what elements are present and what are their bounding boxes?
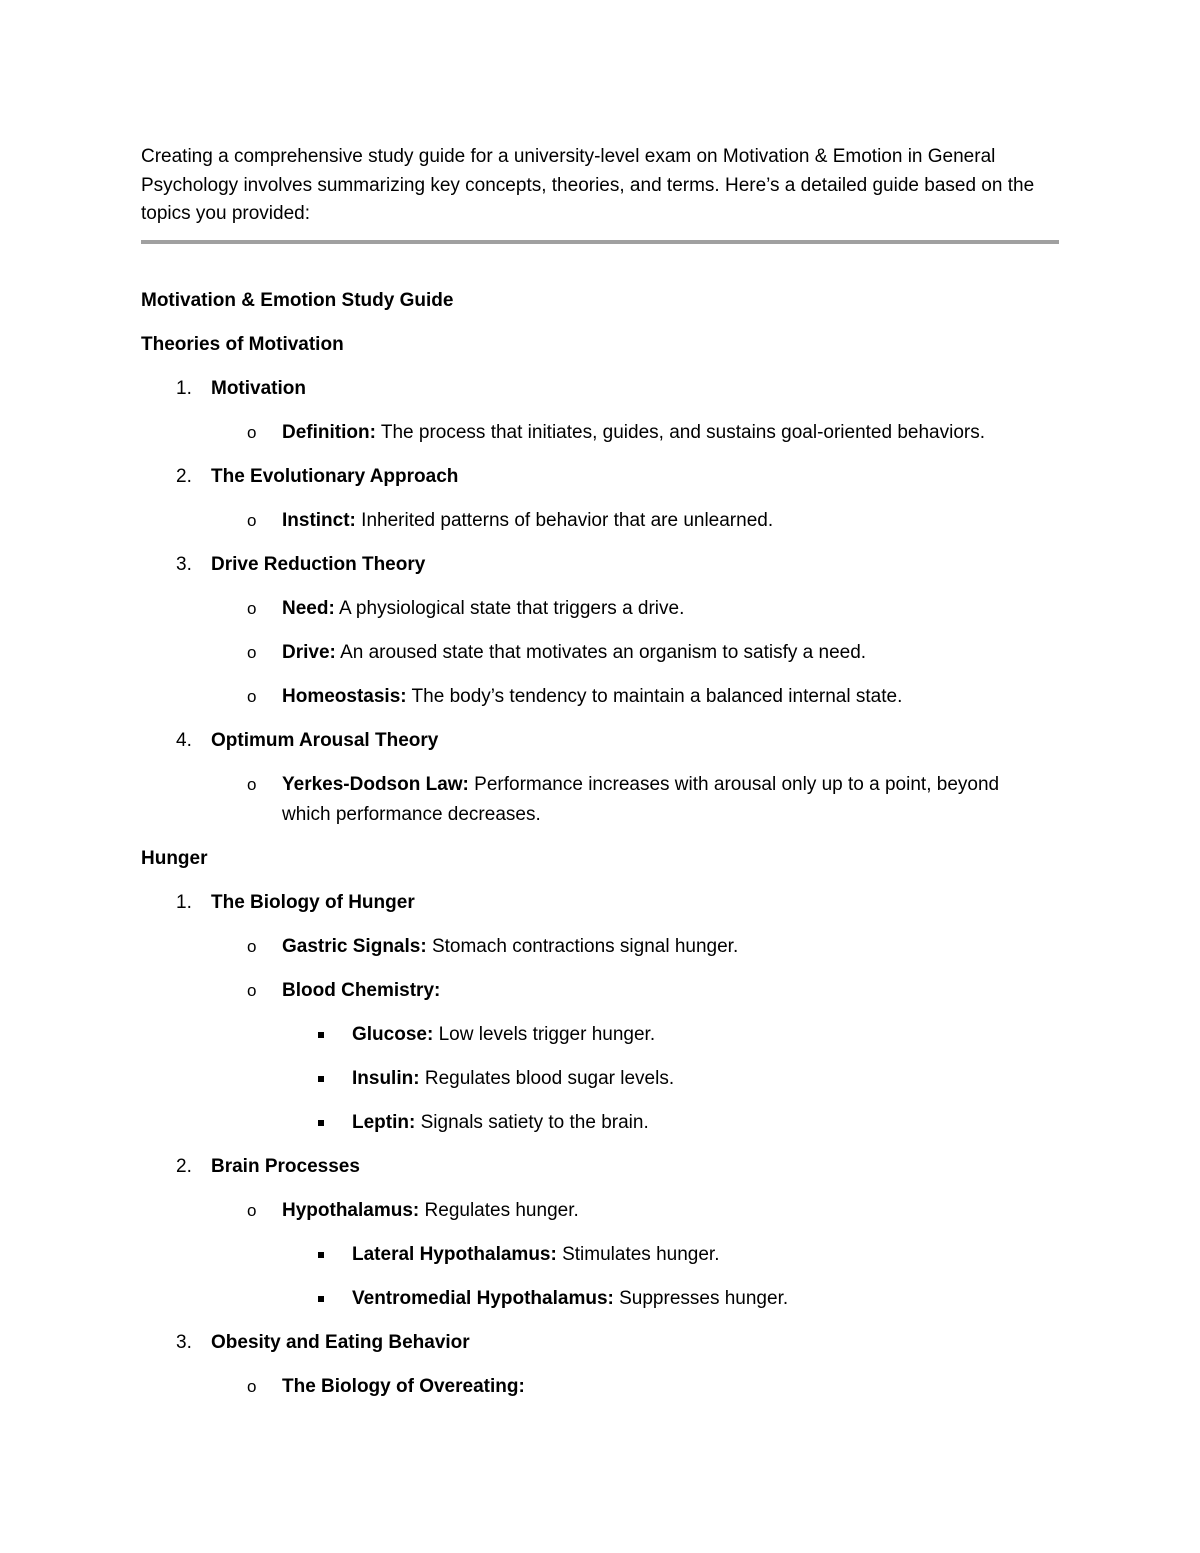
term: Instinct:	[282, 510, 356, 531]
list-item-title: Drive Reduction Theory	[211, 554, 426, 575]
list-number: 3.	[176, 554, 192, 575]
list-number: 3.	[176, 1332, 192, 1353]
list-item-title: Obesity and Eating Behavior	[211, 1332, 470, 1353]
definition: The process that initiates, guides, and sustains goal-oriented behaviors.	[375, 422, 986, 443]
list-item-title: Motivation	[211, 378, 306, 399]
circle-bullet-icon: o	[247, 981, 257, 1000]
circle-bullet-icon: o	[247, 1377, 257, 1396]
definition: Regulates blood sugar levels.	[419, 1068, 675, 1089]
circle-bullet-icon: o	[247, 423, 257, 442]
definition: Suppresses hunger.	[613, 1288, 789, 1309]
list-item	[141, 374, 1081, 418]
definition: Regulates hunger.	[419, 1200, 579, 1221]
intro-paragraph: Creating a comprehensive study guide for a university-level exam on Motivation & Emotion in General Psychology involves summarizing key concepts, theories, and terms. Here’s a detailed guide based on the topics you provided:	[141, 146, 1035, 224]
list-number: 2.	[176, 1156, 192, 1177]
term: Yerkes-Dodson Law:	[282, 774, 469, 795]
definition: Inherited patterns of behavior that are unlearned.	[355, 510, 774, 531]
definition: A physiological state that triggers a drive.	[334, 598, 685, 619]
sub-sub-list-item	[141, 1108, 1081, 1152]
section-heading-hunger: Hunger	[141, 848, 208, 869]
sub-list-item	[141, 594, 1081, 638]
sub-sub-list-item	[141, 1240, 1081, 1284]
definition: Low levels trigger hunger.	[433, 1024, 656, 1045]
term: Leptin:	[352, 1112, 416, 1133]
term: Gastric Signals:	[282, 936, 427, 957]
circle-bullet-icon: o	[247, 937, 257, 956]
definition: Signals satiety to the brain.	[415, 1112, 649, 1133]
list-number: 4.	[176, 730, 192, 751]
list-item-title: The Biology of Hunger	[211, 892, 415, 913]
list-item	[141, 1152, 1081, 1196]
definition: An aroused state that motivates an organism to satisfy a need.	[335, 642, 867, 663]
sub-list-item	[141, 1372, 1081, 1416]
square-bullet-icon	[318, 1296, 324, 1302]
list-item-title: The Evolutionary Approach	[211, 466, 459, 487]
term: Lateral Hypothalamus:	[352, 1244, 557, 1265]
list-number: 1.	[176, 378, 192, 399]
sub-list-item	[141, 506, 1081, 550]
square-bullet-icon	[318, 1032, 324, 1038]
term: Hypothalamus:	[282, 1200, 420, 1221]
definition: Stomach contractions signal hunger.	[426, 936, 739, 957]
term: Need:	[282, 598, 335, 619]
term: Blood Chemistry:	[282, 980, 441, 1001]
definition: Stimulates hunger.	[556, 1244, 720, 1265]
circle-bullet-icon: o	[247, 643, 257, 662]
term: Ventromedial Hypothalamus:	[352, 1288, 614, 1309]
square-bullet-icon	[318, 1120, 324, 1126]
definition: The body’s tendency to maintain a balanced internal state.	[406, 686, 903, 707]
circle-bullet-icon: o	[247, 1201, 257, 1220]
definition: Performance increases with arousal only up to a point, beyond which performance decreases.	[282, 774, 1000, 825]
study-guide-content	[141, 286, 1081, 1416]
list-item-title: Optimum Arousal Theory	[211, 730, 439, 751]
sub-sub-list-item	[141, 1284, 1081, 1328]
square-bullet-icon	[318, 1252, 324, 1258]
sub-list-item	[141, 1196, 1081, 1240]
sub-list-item	[141, 418, 1081, 462]
horizontal-rule	[141, 240, 1059, 244]
list-number: 1.	[176, 892, 192, 913]
sub-list-item	[141, 770, 1012, 844]
circle-bullet-icon: o	[247, 775, 257, 794]
list-item	[141, 462, 1081, 506]
sub-list-item	[141, 638, 1081, 682]
term: The Biology of Overeating:	[282, 1376, 525, 1397]
sub-list-item	[141, 932, 1081, 976]
sub-sub-list-item	[141, 1064, 1081, 1108]
sub-list-item	[141, 682, 1081, 726]
sub-list-item	[141, 976, 1081, 1020]
sub-sub-list-item	[141, 1020, 1081, 1064]
section-heading-theories: Theories of Motivation	[141, 334, 344, 355]
term: Homeostasis:	[282, 686, 407, 707]
circle-bullet-icon: o	[247, 511, 257, 530]
list-item	[141, 888, 1081, 932]
term: Drive:	[282, 642, 336, 663]
term: Glucose:	[352, 1024, 434, 1045]
document-title: Motivation & Emotion Study Guide	[141, 290, 454, 311]
list-item	[141, 726, 1081, 770]
circle-bullet-icon: o	[247, 599, 257, 618]
list-item-title: Brain Processes	[211, 1156, 360, 1177]
list-number: 2.	[176, 466, 192, 487]
list-item	[141, 550, 1081, 594]
circle-bullet-icon: o	[247, 687, 257, 706]
term: Insulin:	[352, 1068, 420, 1089]
square-bullet-icon	[318, 1076, 324, 1082]
list-item	[141, 1328, 1081, 1372]
term: Definition:	[282, 422, 376, 443]
